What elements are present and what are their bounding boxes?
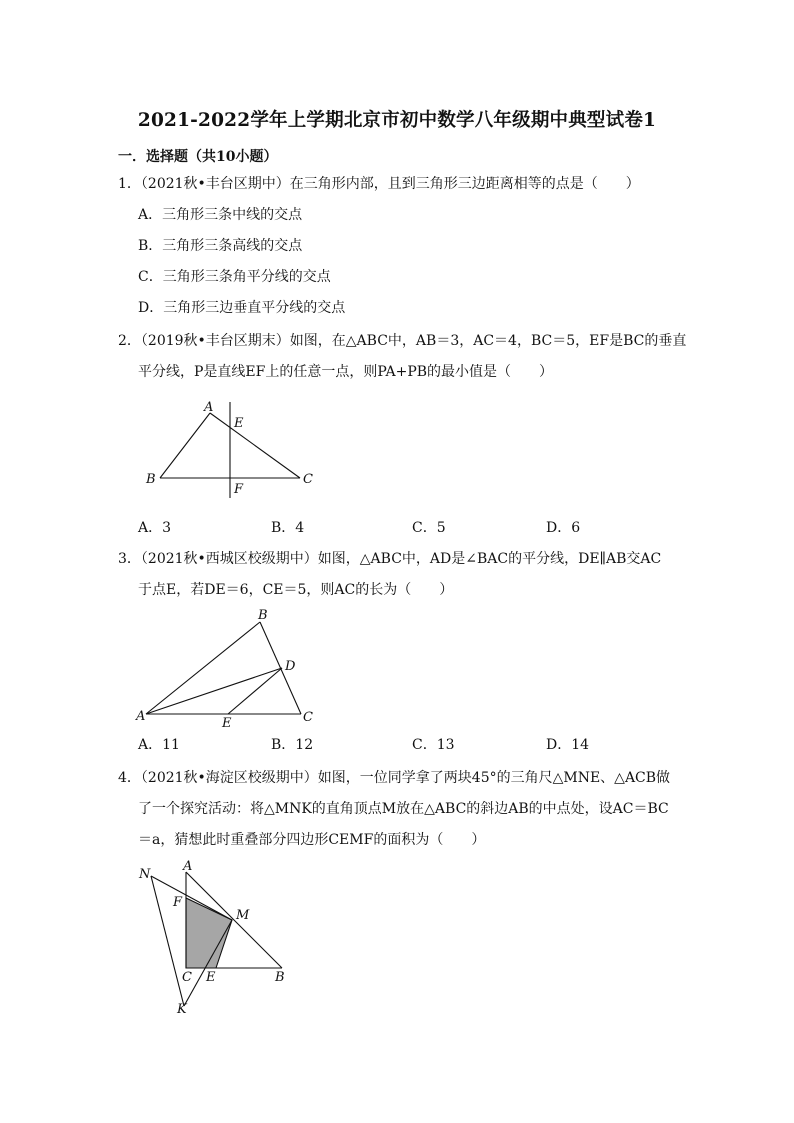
q3-figure [134,604,324,730]
question-3-text-line2: 于点E，若DE＝6，CE＝5，则AC的长为（ ） [138,582,454,598]
q2-option-c: C．5 [412,520,446,536]
q2-option-a: A．3 [138,520,172,536]
page-title: 2021-2022学年上学期北京市初中数学八年级期中典型试卷1 [137,110,657,131]
question-3-text-line1: 3．（2021秋•西城区校级期中）如图，△ABC中，AD是∠BAC的平分线，DE∥AB交AC [118,551,662,567]
q2-label-c: C [303,472,313,487]
q3-option-a: A．11 [138,737,180,753]
question-2-text-line1: 2．（2019秋•丰台区期末）如图，在△ABC中，AB＝3，AC＝4，BC＝5，EF是BC的垂直 [118,333,687,349]
q3-label-a: A [136,709,146,724]
q4-label-n: N [139,867,151,882]
q2-side-ac [210,413,300,478]
q3-option-c: C．13 [412,737,455,753]
q2-label-b: B [146,472,156,487]
q3-label-c: C [303,710,313,725]
q2-label-e: E [234,416,244,431]
q2-figure [140,396,320,500]
q3-label-b: B [258,608,268,623]
q1-option-b: B．三角形三条高线的交点 [138,238,303,254]
q1-option-c: C．三角形三条角平分线的交点 [138,269,331,285]
q2-label-f: F [234,482,244,497]
q3-side-ab [146,622,260,714]
q4-label-e: E [206,970,216,985]
q1-option-d: D．三角形三边垂直平分线的交点 [138,300,346,316]
q3-option-d: D．14 [546,737,590,753]
section-heading: 一．选择题（共10小题） [118,149,278,165]
q3-bisector-ad [146,668,282,714]
q4-label-b: B [275,970,285,985]
q4-label-c: C [182,970,192,985]
question-4-text-line2: 了一个探究活动：将△MNK的直角顶点M放在△ABC的斜边AB的中点处，设AC＝BC [138,801,669,817]
q4-label-m: M [236,908,250,923]
question-1-text: 1．（2021秋•丰台区期中）在三角形内部，且到三角形三边距离相等的点是（ ） [118,176,640,192]
question-2-text-line2: 平分线，P是直线EF上的任意一点，则PA+PB的最小值是（ ） [138,364,554,380]
question-4-text-line1: 4．（2021秋•海淀区校级期中）如图，一位同学拿了两块45°的三角尺△MNE、△ACB做 [118,770,671,786]
q4-figure [134,856,304,1018]
q2-side-ba [160,413,210,478]
q4-label-k: K [177,1002,187,1017]
q2-option-b: B．4 [271,520,305,536]
q4-label-a: A [183,859,193,874]
q3-label-d: D [285,659,296,674]
q3-label-e: E [222,716,232,731]
q4-label-f: F [173,895,183,910]
q1-option-a: A．三角形三条中线的交点 [138,207,303,223]
q3-segment-de [228,668,282,714]
q3-option-b: B．12 [271,737,314,753]
question-4-text-line3: ＝a，猜想此时重叠部分四边形CEMF的面积为（ ） [138,832,486,848]
q2-option-d: D．6 [546,520,581,536]
q2-label-a: A [204,400,214,415]
